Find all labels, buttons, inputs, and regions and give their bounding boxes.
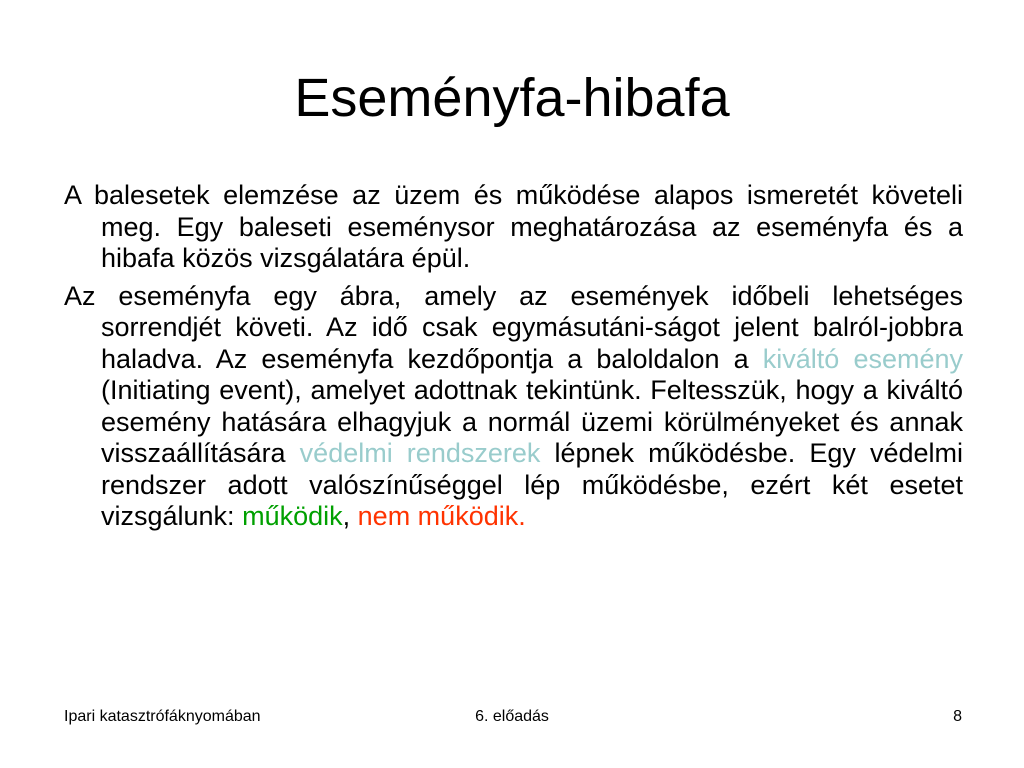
highlight-not-works: nem működik. [357,501,526,531]
paragraph-1: A balesetek elemzése az üzem és működése alapos ismeretét követeli meg. Egy baleseti eseménysor meghatározása az eseményfa és a hibafa közös vizsgálatára épül. [64,180,963,273]
highlight-protection-systems: védelmi rendszerek [299,438,541,468]
paragraph-2-space [350,501,358,531]
highlight-initiating-event: kiváltó esemény [762,343,964,374]
slide-title: Eseményfa-hibafa [294,68,730,128]
paragraph-2-text-b: (Initiating event), amelyet adottnak tekintünk. Feltesszük, hogy a kiváltó esemény hatására elhagyjuk a normál üzemi körülményeket és annak visszaállítására [101,375,963,468]
paragraph-2-text-c: lépnek működésbe. Egy védelmi rendszer adott valószínűséggel lép működésbe, ezért két esetet vizsgálunk: [101,438,963,531]
paragraph-2 [64,281,963,533]
highlight-works: működik [242,501,343,531]
paragraph-2-text-a: Az eseményfa egy ábra, amely az események időbeli lehetséges sorrendjét követi. Az idő csak egymásutáni-ságot jelent balról-jobbra haladva. Az eseményfa kezdőpontja a baloldalon a [64,280,963,374]
footer-course-title: Ipari katasztrófáknyomában [64,708,261,725]
footer-page-number: 8 [953,708,962,725]
paragraph-2-comma: , [342,501,351,531]
footer-lecture-number: 6. előadás [475,708,549,725]
slide-body [64,180,963,539]
